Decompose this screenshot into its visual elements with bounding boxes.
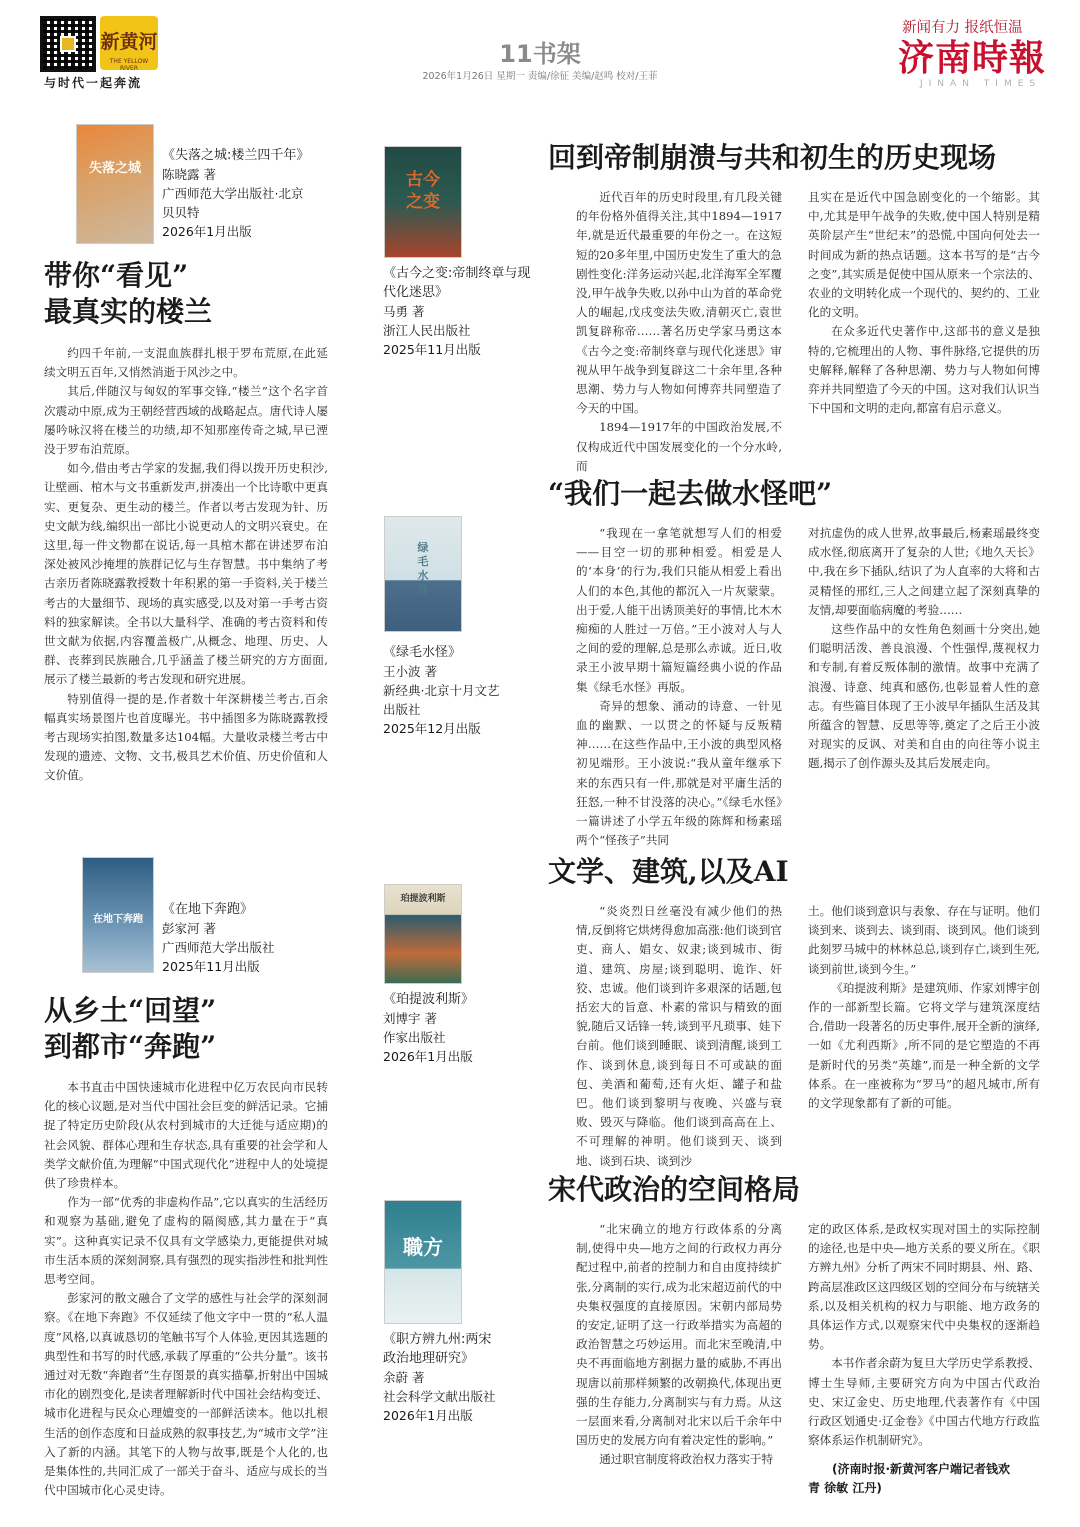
book-publisher: 浙江人民出版社	[383, 323, 471, 338]
book-publisher: 广西师范大学出版社	[162, 940, 275, 955]
paragraph: 特别值得一提的是,作者数十年深耕楼兰考古,百余幅真实场景图片也首度曝光。书中插图多为陈晓露教授考古现场实拍图,数量多达104幅。大量收录楼兰考古中发现的遗迹、文物、文书,极具艺术价值、历史价值和人文价值。	[44, 691, 328, 783]
book-author: 刘博宇 著	[383, 1011, 437, 1026]
newspaper-masthead-english: JINAN TIMES	[920, 79, 1042, 89]
article-body-pobotuolisi-col1	[576, 902, 782, 1168]
book-author: 王小波 著	[383, 664, 437, 679]
cover-title: 在地下奔跑	[93, 914, 143, 925]
cover-title: 绿毛水怪	[417, 541, 429, 596]
paragraph: 彭家河的散文融合了文学的感性与社会学的深刻洞察。《在地下奔跑》不仅延续了他文字中一贯的“私人温度”风格,以真诚恳切的笔触书写个人体验,更因其选题的典型性和书写的时代感,承载了厚重的“公共分量”。该书通过对无数“奔跑者”生存图景的真实描摹,折射出中国城市化的剧烈变化,是读者理解新时代中国社会结构变迁、城市化进程与民众心理嬗变的一部鲜活读本。他以扎根生活的创作态度和日益成熟的叙事技艺,为“城市文学”注入了新的内涵。其笔下的人物与故事,既是个人化的,也是集体性的,共同汇成了一部关于奋斗、适应与成长的当代中国城市化心灵史诗。	[44, 1291, 328, 1498]
book-title: 《珀提波利斯》	[383, 992, 475, 1007]
paragraph: 通过职官制度将政治权力落实于特	[599, 1452, 774, 1467]
headline-line: 从乡土“回望”	[44, 994, 217, 1027]
headline-line: 最真实的楼兰	[44, 295, 213, 328]
book-info-pobotuolisi	[383, 990, 474, 1066]
cover-title: 古今之变	[406, 170, 440, 212]
book-publisher: 新经典·北京十月文艺	[383, 683, 500, 698]
cover-title: 職方	[403, 1235, 443, 1259]
book-author: 余蔚 著	[383, 1370, 425, 1385]
article-body-loulan	[44, 344, 328, 826]
article-headline-pobotuolisi: 文学、建筑,以及AI	[548, 855, 789, 888]
credit-line: 青 徐敏 江丹)	[808, 1481, 882, 1495]
paragraph: 其后,伴随汉与匈奴的军事交锋,“楼兰”这个名字首次震动中原,成为王朝经营西域的战略起点。唐代诗人屡屡吟咏汉将在楼兰的功绩,却不知那座传奇之城,早已湮没于罗布泊荒原。	[44, 384, 328, 457]
book-cover-pobotuolisi	[384, 884, 462, 984]
paragraph: 且实在是近代中国急剧变化的一个缩影。其中,尤其是甲午战争的失败,使中国人特别是精英阶层产生“世纪末”的恐慌,中国向何处去一时间成为新的热点话题。这本书写的是“古今之变”,其实质是促使中国从原来一个宗法的、农业的文明转化成一个现代的、契约的、工业化的文明。	[808, 190, 1040, 320]
book-info-gumingzhibian	[383, 264, 530, 359]
book-date: 2026年1月出版	[162, 224, 252, 239]
article-headline-zhiqubianjiuzhou: 宋代政治的空间格局	[548, 1173, 801, 1206]
paragraph: “北宋确立的地方行政体系的分离制,使得中央—地方之间的行政权力再分配过程中,前者的控制力和自由度持续扩张,分离制的实行,成为北宋超迈前代的中央集权强度的直接原因。宋朝内部局势的安定,证明了这一行政举措实为高超的政治智慧之巧妙运用。而北宋至晚清,中央不再面临地方割据力量的威胁,不再出现唐以前那样频繁的改朝换代,体现出更强的生存能力,分离制实与有力焉。从这一层面来看,分离制对北宋以后千余年中国历史的发展方向有着决定性的影响。”	[576, 1222, 782, 1448]
article-headline-loulan	[44, 258, 212, 330]
brand-logo: 新黄河	[100, 16, 158, 70]
book-title: 《绿毛水怪》	[383, 645, 462, 660]
paragraph: 本书直击中国快速城市化进程中亿万农民向市民转化的核心议题,是对当代中国社会巨变的鲜活记录。它捕捉了特定历史阶段(从农村到城市的大迁徙与适应期)的社会风貌、群体心理和生存状态,具有重要的社会学和人类学文献价值,为理解“中国式现代化”进程中人的处境提供了珍贵样本。	[44, 1080, 328, 1191]
brand-logo-subtitle: THE YELLOW RIVER	[109, 58, 149, 72]
book-info-zhiqubianjiuzhou	[383, 1330, 496, 1425]
book-info-loulan	[162, 146, 309, 241]
headline-line: 带你“看见”	[44, 259, 189, 292]
paragraph: “炎炎烈日丝毫没有减少他们的热情,反倒将它烘烤得愈加高涨:他们谈到官吏、商人、娼女、奴隶;谈到城市、街道、建筑、房屋;谈到聪明、诡诈、奸狡、忠诚。他们谈到许多艰深的话题,包括宏大的旨意、朴素的常识与精致的面貌,随后又话锋一转,谈到平凡琐事、娃下台前。他们谈到睡眠、谈到清醒,谈到工作、谈到休息,谈到每日不可或缺的面包、美酒和葡萄,还有火炬、罐子和盐巴。他们谈到黎明与夜晚、兴盛与衰败、毁灭与降临。他们谈到高高在上、不可理解的神明。他们谈到天、谈到地、谈到石块、谈到沙	[576, 904, 782, 1168]
newspaper-slogan: 新闻有力 报纸恒温	[902, 20, 1023, 36]
book-title: 《古今之变:帝制终章与现	[383, 266, 531, 281]
book-publisher: 贝贝特	[162, 205, 200, 220]
article-body-pobotuolisi-col2	[808, 902, 1040, 1142]
article-body-zhiqubianjiuzhou-col2	[808, 1220, 1040, 1458]
book-cover-zaidixiabenpao	[82, 857, 154, 973]
paragraph: 对抗虚伪的成人世界,故事最后,杨素瑶最终变成水怪,彻底离开了复杂的人世;《地久天长》中,我在乡下插队,结识了为人直率的大将和古灵精怪的邢红,三人之间建立起了深刻真挚的友情,却要面临病魔的考验……	[808, 526, 1040, 617]
paragraph: 如今,借由考古学家的发掘,我们得以拨开历史积沙,让壁画、棺木与文书重新发声,拼凑出一个比诗歌中更真实、更复杂、更生动的楼兰。作者以考古发现为针、历史文献为线,编织出一部比小说更动人的文明兴衰史。在这里,每一件文物都在说话,每一具棺木都在讲述罗布泊深处被风沙掩埋的族群记忆与生存智慧。书中集纳了考古亲历者陈晓露教授数十年积累的第一手资料,关于楼兰考古的大量细节、现场的真实感受,以及对第一手考古资料的独家解读。全书以大量科学、准确的考古资料和传世文献为依据,内容覆盖极广,从概念、地理、历史、人群、丧葬到民族融合,几乎涵盖了楼兰研究的方方面面,展示了楼兰最新的考古发现和研究进展。	[44, 461, 328, 687]
article-headline-lvmaoshuiguai: “我们一起去做水怪吧”	[548, 477, 833, 510]
book-cover-gumingzhibian	[384, 146, 462, 258]
book-title: 代化迷思》	[383, 285, 449, 300]
book-publisher: 广西师范大学出版社·北京	[162, 186, 304, 201]
article-headline-zaidixiabenpao	[44, 993, 216, 1065]
paragraph: 定的政区体系,是政权实现对国土的实际控制的途径,也是中央—地方关系的要义所在。《职方辨九州》分析了两宋不同时期县、州、路、跨高层准政区这四级区划的空间分布与统辖关系,以及相关机构的权力与职能、地方政务的具体运作方式,以观察宋代中央集权的逐渐趋势。	[808, 1222, 1040, 1352]
book-author: 陈晓露 著	[162, 167, 216, 182]
book-publisher: 出版社	[383, 702, 421, 717]
paragraph: 《珀提波利斯》是建筑师、作家刘博宇创作的一部新型长篇。它将文学与建筑深度结合,借助一段著名的历史事件,展开全新的演绎,一如《尤利西斯》,所不同的是它塑造的不再是新时代的另类“英雄”,而是一种全新的文学体系。在一座被称为“罗马”的超凡城市,所有的文学现象都有了新的可能。	[808, 980, 1040, 1111]
book-cover-zhiqubianjiuzhou	[384, 1200, 462, 1324]
paragraph: 本书作者余蔚为复旦大学历史学系教授、博士生导师,主要研究方向为中国古代政治史、宋辽金史、历史地理,代表著作有《中国行政区划通史·辽金卷》《中国古代地方行政监察体系运作机制研究》。	[808, 1356, 1040, 1448]
book-cover-loulan	[76, 124, 154, 244]
page-meta: 2026年1月26日 星期一 责编/徐征 美编/赵鸣 校对/王菲	[422, 71, 658, 82]
book-author: 彭家河 著	[162, 921, 216, 936]
book-title: 政治地理研究》	[383, 1351, 475, 1366]
book-cover-lvmaoshuiguai	[384, 516, 462, 632]
paragraph: “我现在一拿笔就想写人们的相爱——目空一切的那种相爱。相爱是人的‘本身’的行为,我们只能从相爱上看出人们的本色,其他的都沉入一片灰蒙蒙。出于爱,人能干出诱顶美好的事情,比木木痴痴的人胜过一万倍。”王小波对人与人之间的爱的理解,总是那么赤诚。近日,收录王小波早期十篇短篇经典小说的作品集《绿毛水怪》再版。	[576, 526, 782, 694]
cover-title: 失落之城	[88, 161, 141, 176]
paragraph: 近代百年的历史时段里,有几段关键的年份格外值得关注,其中1894—1917年,就是近代最重要的年份之一。在这短短的20多年里,中国历史发生了重大的急剧性变化:洋务运动兴起,北洋海军全军覆没,甲午战争失败,以孙中山为首的革命党人的崛起,戊戌变法失败,清朝灭亡,袁世凯复辟称帝……著名历史学家马勇这本《古今之变:帝制终章与现代化迷思》审视从甲午战争到复辟这二十余年里,各种思潮、势力与人物如何博弈共同塑造了今天的中国。	[576, 190, 782, 416]
article-body-lvmaoshuiguai-col2	[808, 524, 1040, 830]
article-body-lvmaoshuiguai-col1	[576, 524, 782, 848]
brand-slogan: 与时代一起奔流	[44, 76, 143, 90]
reporter-credit	[808, 1460, 1048, 1498]
page-title: 11书架	[499, 40, 581, 68]
book-date: 2025年12月出版	[383, 721, 481, 736]
book-publisher: 作家出版社	[383, 1030, 446, 1045]
newspaper-masthead: 济南時報	[898, 37, 1047, 79]
paragraph: 在众多近代史著作中,这部书的意义是独特的,它梳理出的人物、事件脉络,它提供的历史解释,解释了各种思潮、势力与人物如何博弈并共同塑造了今天的中国。这对我们认识当下中国和文明的走向,都富有启示意义。	[808, 324, 1040, 416]
book-author: 马勇 著	[383, 304, 425, 319]
paragraph: 作为一部“优秀的非虚构作品”,它以真实的生活经历和观察为基础,避免了虚构的隔阂感,其力量在于“真实”。这种真实记录不仅具有文学感染力,更能提供对城市生活本质的深刻洞察,具有强烈的现实指涉性和批判性思考空间。	[44, 1195, 328, 1287]
headline-line: 到都市“奔跑”	[44, 1030, 217, 1063]
qr-center-logo-icon	[60, 36, 76, 52]
book-date: 2026年1月出版	[383, 1049, 473, 1064]
book-date: 2025年11月出版	[383, 342, 481, 357]
book-date: 2026年1月出版	[383, 1408, 473, 1423]
book-title: 《职方辨九州:两宋	[383, 1332, 492, 1347]
article-body-gumingzhibian-col2	[808, 188, 1040, 446]
credit-line: (济南时报·新黄河客户端记者钱欢	[832, 1462, 1011, 1476]
article-headline-gumingzhibian: 回到帝制崩溃与共和初生的历史现场	[548, 141, 997, 174]
book-info-lvmaoshuiguai	[383, 643, 499, 738]
paragraph: 这些作品中的女性角色刻画十分突出,她们聪明活泼、善良浪漫、个性强悍,蔑视权力和专制,有着反叛体制的激情。故事中充满了浪漫、诗意、纯真和感伤,也彰显着人性的意志。有些篇目体现了王小波早年插队生活及其所蕴含的智慧、反思等等,奠定了之后王小波对现实的反讽、对美和自由的向往等小说主题,揭示了创作源头及其后发展走向。	[808, 622, 1040, 771]
paragraph: 约四千年前,一支混血族群扎根于罗布荒原,在此延续文明五百年,又悄然消逝于风沙之中。	[44, 346, 328, 380]
article-body-gumingzhibian-col1	[576, 188, 782, 473]
book-title: 《失落之城:楼兰四千年》	[162, 148, 310, 163]
book-publisher: 社会科学文献出版社	[383, 1389, 496, 1404]
book-info-zaidixiabenpao	[162, 900, 275, 976]
article-body-zhiqubianjiuzhou-col1	[576, 1220, 782, 1502]
book-date: 2025年11月出版	[162, 959, 260, 974]
paragraph: 土。他们谈到意识与表象、存在与证明。他们谈到来、谈到去、谈到雨、谈到风。他们谈到此刻罗马城中的林林总总,谈到存亡,谈到生死,谈到前世,谈到今生。”	[808, 904, 1040, 976]
paragraph: 奇异的想象、涌动的诗意、一针见血的幽默、一以贯之的怀疑与反叛精神……在这些作品中,王小波的典型风格初见端形。王小波说:“我从童年继承下来的东西只有一件,那就是对平庸生活的狂怒,一种不甘没落的决心。”《绿毛水怪》一篇讲述了小学五年级的陈辉和杨素瑶两个“怪孩子”共同	[576, 698, 782, 848]
article-body-zaidixiabenpao	[44, 1078, 328, 1518]
book-title: 《在地下奔跑》	[162, 902, 254, 917]
paragraph: 1894—1917年的中国政治发展,不仅构成近代中国发展变化的一个分水岭,而	[576, 420, 782, 473]
cover-title: 珀提波利斯	[400, 894, 446, 904]
